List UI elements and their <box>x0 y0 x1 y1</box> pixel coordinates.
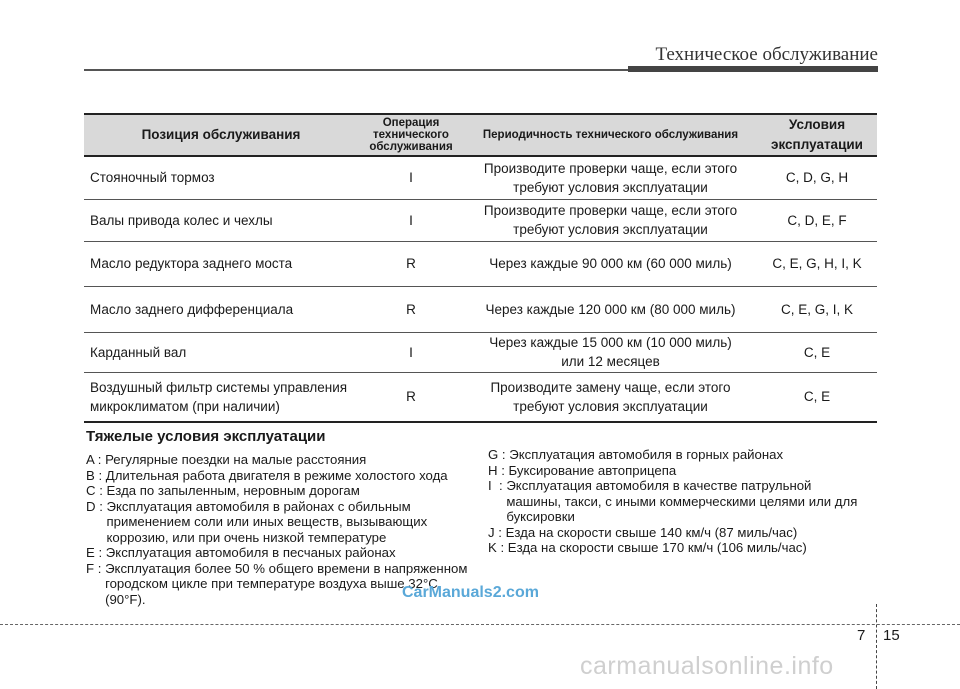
row-operation: R <box>358 372 464 422</box>
condition-item <box>488 463 868 479</box>
condition-text: Эксплуатация автомобиля в горных районах <box>509 447 784 462</box>
header-operation-line: обслуживания <box>369 141 453 153</box>
conditions-list-right <box>488 447 868 556</box>
heavy-conditions-title: Тяжелые условия эксплуатации <box>86 428 326 445</box>
header-conditions-line: Условия <box>788 117 846 132</box>
condition-text: Езда на скорости свыше 140 км/ч (87 миль/час) <box>505 524 798 540</box>
table-row <box>84 332 877 372</box>
condition-text: Эксплуатация автомобиля в районах с обильным применением соли или иных веществ, вызывающих коррозию, или при очень низкой температуре <box>106 498 428 545</box>
header-periodicity: Периодичность технического обслуживания <box>464 114 757 156</box>
table-row <box>84 199 877 241</box>
row-periodicity: Через каждые 90 000 км (60 000 миль) <box>464 241 757 286</box>
condition-text: Регулярные поездки на малые расстояния <box>105 452 367 467</box>
periodicity-line: требуют условия эксплуатации <box>513 222 708 237</box>
row-conditions: C, D, G, H <box>757 156 877 199</box>
row-position: Стояночный тормоз <box>84 156 358 199</box>
periodicity-line: требуют условия эксплуатации <box>513 398 708 414</box>
watermark-carmanuals2: CarManuals2.com <box>402 584 539 601</box>
condition-text: Эксплуатация автомобиля в качестве патрульной машины, такси, с иными коммерческими целями или для буксировки <box>506 478 858 524</box>
row-position <box>84 372 358 422</box>
row-position: Масло заднего дифференциала <box>84 286 358 332</box>
header-operation-line: Операция <box>382 117 440 129</box>
page-number-divider <box>876 604 877 689</box>
header-conditions <box>757 114 877 156</box>
header-rule <box>84 69 629 71</box>
table-header-row <box>84 114 877 156</box>
condition-key: H : <box>488 462 509 478</box>
condition-item <box>86 483 471 499</box>
condition-key: B : <box>86 467 106 483</box>
watermark-carmanualsonline: carmanualsonline.info <box>580 652 834 680</box>
row-periodicity <box>464 199 757 241</box>
condition-key: C : <box>86 483 107 498</box>
periodicity-line: или 12 месяцев <box>561 354 660 369</box>
periodicity-line: Производите замену чаще, если этого <box>490 379 731 395</box>
header-operation-line: технического <box>373 129 449 141</box>
row-operation: R <box>358 241 464 286</box>
condition-key: G : <box>488 447 510 462</box>
footer-dashed-rule <box>0 624 960 625</box>
condition-item <box>488 540 868 556</box>
row-periodicity <box>464 372 757 422</box>
row-conditions: C, E, G, I, K <box>757 286 877 332</box>
periodicity-line: Через каждые 15 000 км (10 000 миль) <box>489 335 732 350</box>
position-line: Воздушный фильтр системы управления <box>90 379 348 395</box>
row-periodicity <box>464 332 757 372</box>
section-title: Техническое обслуживание <box>655 44 878 65</box>
chapter-number: 7 <box>857 627 866 644</box>
condition-key: D : <box>86 498 107 514</box>
header-rule-accent <box>628 66 878 72</box>
row-operation: R <box>358 286 464 332</box>
row-position: Масло редуктора заднего моста <box>84 241 358 286</box>
periodicity-line: Производите проверки чаще, если этого <box>483 160 738 176</box>
row-periodicity <box>464 156 757 199</box>
periodicity-line: требуют условия эксплуатации <box>513 179 708 195</box>
row-position: Карданный вал <box>84 332 358 372</box>
maintenance-table <box>84 113 877 423</box>
condition-key: F : <box>86 560 106 576</box>
row-operation: I <box>358 332 464 372</box>
periodicity-line: Производите проверки чаще, если этого <box>483 203 738 218</box>
row-conditions: C, E <box>757 332 877 372</box>
condition-text: Длительная работа двигателя в режиме холостого хода <box>105 467 448 483</box>
condition-item <box>488 478 868 525</box>
condition-text: Езда по запыленным, неровным дорогам <box>106 483 360 498</box>
table-row <box>84 156 877 199</box>
table-row <box>84 286 877 332</box>
header-position: Позиция обслуживания <box>84 114 358 156</box>
condition-key: J : <box>488 524 506 540</box>
condition-text: Езда на скорости свыше 170 км/ч (106 миль/час) <box>507 540 807 555</box>
row-conditions: C, E <box>757 372 877 422</box>
row-operation: I <box>358 156 464 199</box>
header-conditions-line: эксплуатации <box>771 137 863 152</box>
condition-item <box>488 525 868 541</box>
table-row <box>84 372 877 422</box>
header-operation <box>358 114 464 156</box>
table-row <box>84 241 877 286</box>
condition-key: A : <box>86 452 106 467</box>
condition-key: E : <box>86 545 106 560</box>
condition-item <box>86 452 471 468</box>
row-conditions: C, D, E, F <box>757 199 877 241</box>
condition-text: Эксплуатация автомобиля в песчаных районах <box>105 545 396 560</box>
row-conditions: C, E, G, H, I, K <box>757 241 877 286</box>
condition-text: Буксирование автоприцепа <box>508 462 677 478</box>
row-operation: I <box>358 199 464 241</box>
condition-item <box>86 499 471 546</box>
condition-item <box>488 447 868 463</box>
position-line: микроклиматом (при наличии) <box>90 398 280 414</box>
condition-text: Эксплуатация более 50 % общего времени в напряженном городском цикле при температуре воздуха выше 32°C (90°F). <box>105 560 468 607</box>
row-position: Валы привода колес и чехлы <box>84 199 358 241</box>
condition-key: I : <box>488 478 507 493</box>
condition-item <box>86 545 471 561</box>
condition-key: K : <box>488 540 508 555</box>
row-periodicity: Через каждые 120 000 км (80 000 миль) <box>464 286 757 332</box>
condition-item <box>86 468 471 484</box>
page-number: 15 <box>883 627 900 644</box>
